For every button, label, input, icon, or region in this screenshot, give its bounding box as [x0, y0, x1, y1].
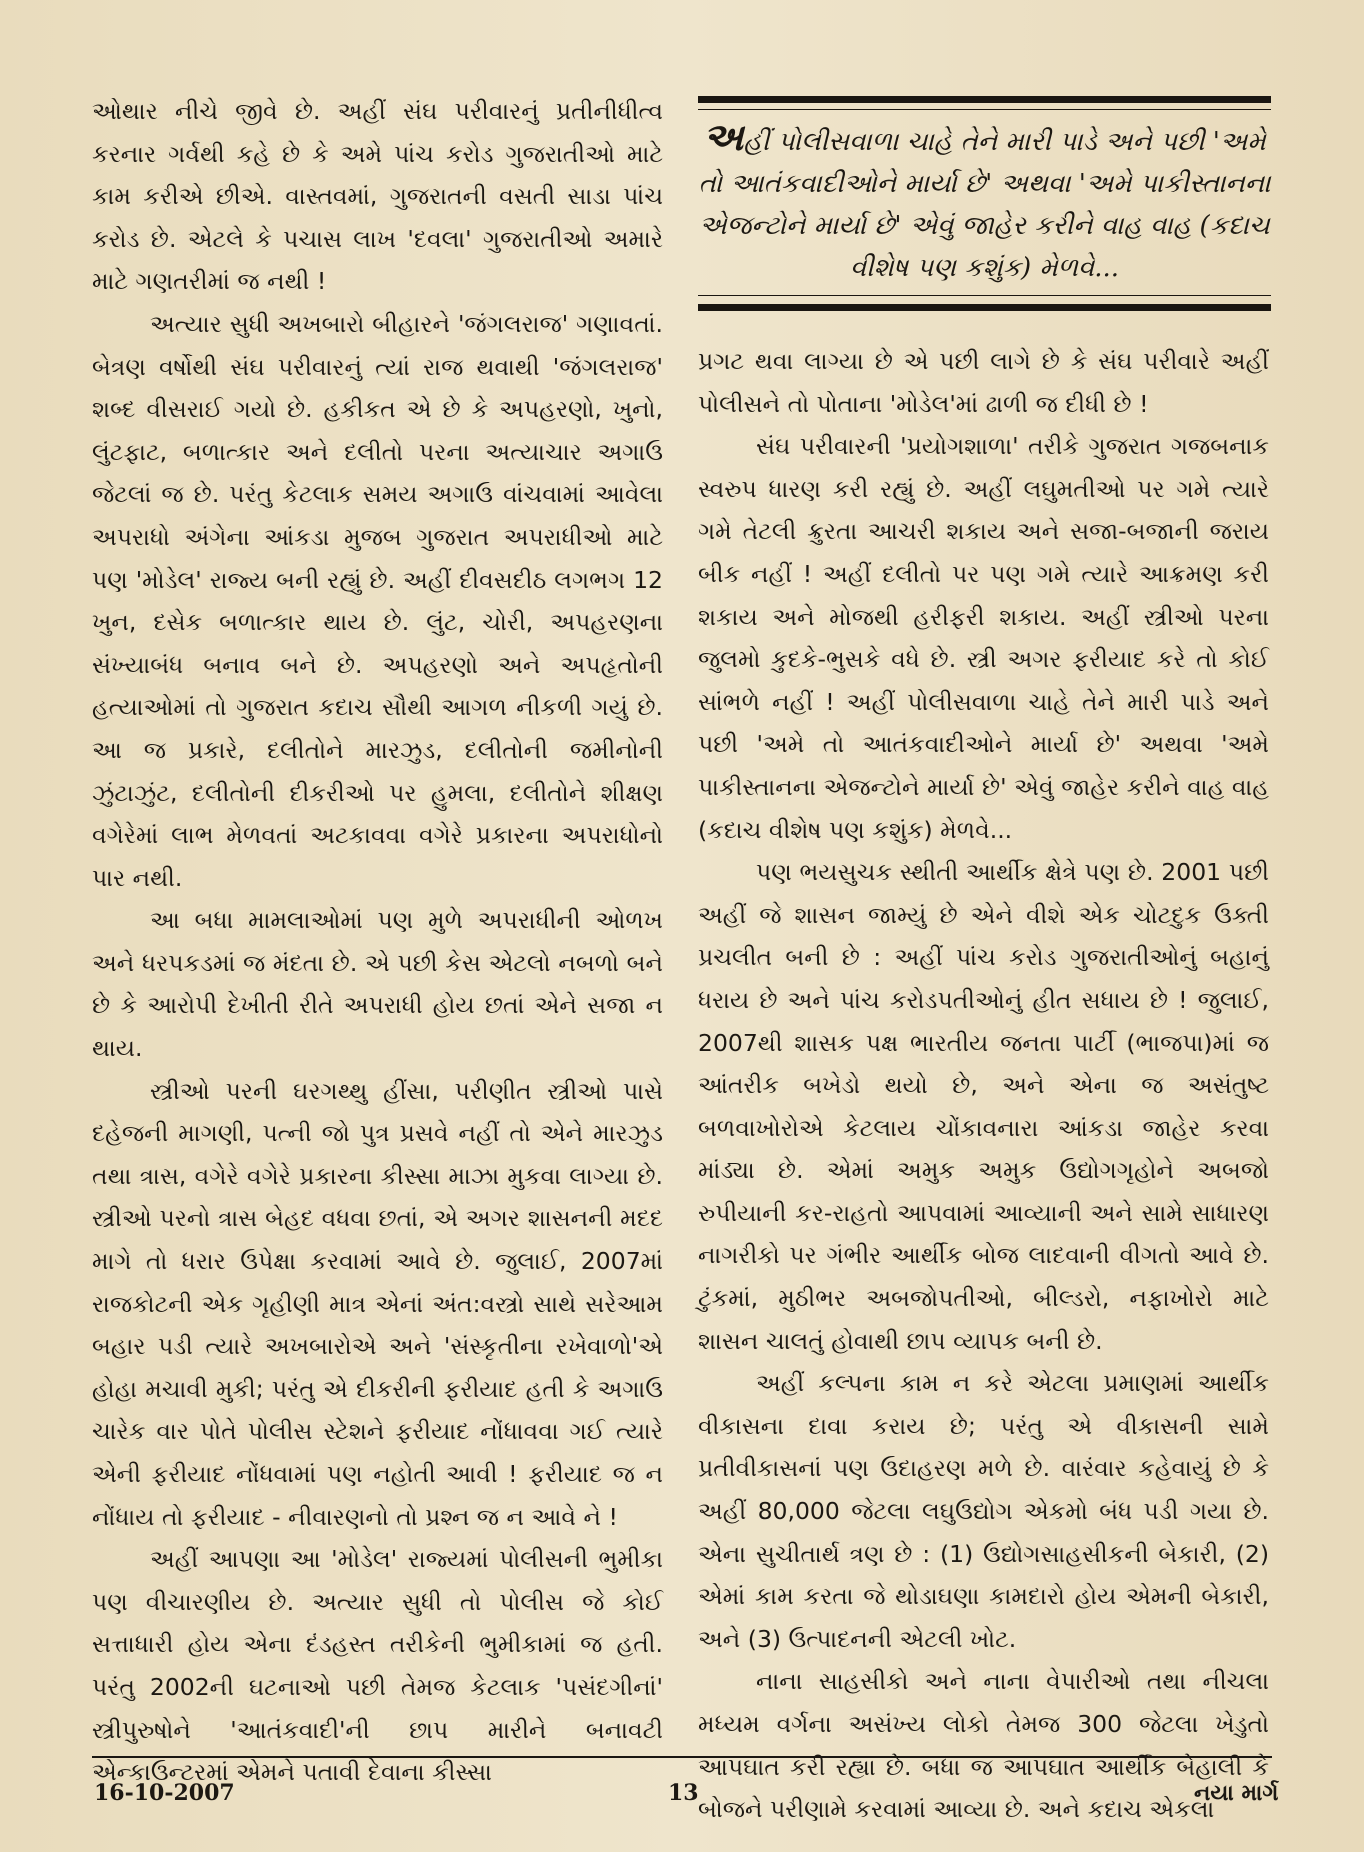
- pull-quote: [698, 96, 1271, 311]
- pull-quote-body: હીં પોલીસવાળા ચાહે તેને મારી પાડે અને પછી 'અમે તો આતંકવાદીઓને માર્યા છે' અથવા 'અમે પાકીસ્તાનના એજન્ટોને માર્યા છે' એવું જાહેર કરીને વાહ વાહ (કદાચ વીશેષ પણ કશુંક) મેળવે...: [698, 127, 1271, 283]
- divider: [698, 109, 1271, 110]
- publication-name: નયા માર્ગ: [1194, 1780, 1279, 1806]
- drop-cap: અ: [703, 114, 744, 159]
- divider: [698, 295, 1271, 296]
- left-column: [92, 90, 663, 1794]
- paragraph: સંઘ પરીવારની 'પ્રયોગશાળા' તરીકે ગુજરાત ગજબનાક સ્વરુપ ધારણ કરી રહ્યું છે. અહીં લઘુમતીઓ પર ગમે ત્યારે ગમે તેટલી ક્રુરતા આચરી શકાય અને સજા-બજાની જરાય બીક નહીં ! અહીં દલીતો પર પણ ગમે ત્યારે આક્રમણ કરી શકાય અને મોજથી હરીફરી શકાય. અહીં સ્ત્રીઓ પરના જુલમો કુદકે-ભુસકે વધે છે. સ્ત્રી અગર ફરીયાદ કરે તો કોઈ સાંભળે નહીં ! અહીં પોલીસવાળા ચાહે તેને મારી પાડે અને પછી 'અમે તો આતંકવાદીઓને માર્યા છે' અથવા 'અમે પાકીસ્તાનના એજન્ટોને માર્યા છે' એવું જાહેર કરીને વાહ વાહ (કદાચ વીશેષ પણ કશુંક) મેળવે...: [698, 432, 1269, 844]
- paragraph: અહીં કલ્પના કામ ન કરે એટલા પ્રમાણમાં આર્થીક વીકાસના દાવા કરાય છે; પરંતુ એ વીકાસની સામે પ્રતીવીકાસનાં પણ ઉદાહરણ મળે છે. વારંવાર કહેવાયું છે કે અહીં 80,000 જેટલા લઘુઉદ્યોગ એકમો બંધ પડી ગયા છે. એના સુચીતાર્થ ત્રણ છે : (1) ઉદ્યોગસાહસીકની બેકારી, (2) એમાં કામ કરતા જે થોડાઘણા કામદારો હોય એમની બેકારી, અને (3) ઉત્પાદનની એટલી ખોટ.: [698, 1369, 1269, 1653]
- paragraph: અહીં આપણા આ 'મોડેલ' રાજ્યમાં પોલીસની ભુમીકા પણ વીચારણીય છે. અત્યાર સુધી તો પોલીસ જે કોઈ સત્તાધારી હોય એના દંડહસ્ત તરીકેની ભુમીકામાં જ હતી. પરંતુ 2002ની ઘટનાઓ પછી તેમજ કેટલાક 'પસંદગીનાં' સ્ત્રીપુરુષોને 'આતંકવાદી'ની છાપ મારીને બનાવટી એન્કાઉન્ટરમાં એમને પતાવી દેવાના કીસ્સા: [92, 1545, 663, 1787]
- paragraph: પણ ભયસુચક સ્થીતી આર્થીક ક્ષેત્રે પણ છે. 2001 પછી અહીં જે શાસન જામ્યું છે એને વીશે એક ચોટદુક ઉક્તી પ્રચલીત બની છે : અહીં પાંચ કરોડ ગુજરાતીઓનું બહાનું ધરાય છે અને પાંચ કરોડપતીઓનું હીત સધાય છે ! જુલાઈ, 2007થી શાસક પક્ષ ભારતીય જનતા પાર્ટી (ભાજપા)માં જ આંતરીક બખેડો થયો છે, અને એના જ અસંતુષ્ટ બળવાખોરોએ કેટલાય ચોંકાવનારા આંકડા જાહેર કરવા માંડ્યા છે. એમાં અમુક અમુક ઉદ્યોગગૃહોને અબજો રુપીયાની કર-રાહતો આપવામાં આવ્યાની અને સામે સાધારણ નાગરીકો પર ગંભીર આર્થીક બોજ લાદવાની વીગતો આવે છે. ટુંકમાં, મુઠીભર અબજોપતીઓ, બીલ્ડરો, નફાખોરો માટે શાસન ચાલતું હોવાથી છાપ વ્યાપક બની છે.: [698, 858, 1269, 1355]
- page-number: 13: [668, 1780, 699, 1806]
- footer-date: 16-10-2007: [94, 1780, 235, 1806]
- right-column: [698, 340, 1269, 1831]
- paragraph: નાના સાહસીકો અને નાના વેપારીઓ તથા નીચલા મધ્યમ વર્ગના અસંખ્ય લોકો તેમજ 300 જેટલા ખેડુતો આપઘાત કરી રહ્યા છે. બધા જ આપઘાત આર્થીક બેહાલી કે બોજને પરીણામે કરવામાં આવ્યા છે. અને કદાચ એકલા: [698, 1667, 1269, 1824]
- pull-quote-text: [698, 116, 1271, 289]
- paragraph: અત્યાર સુધી અખબારો બીહારને 'જંગલરાજ' ગણાવતાં. બેત્રણ વર્ષોથી સંઘ પરીવારનું ત્યાં રાજ થવાથી 'જંગલરાજ' શબ્દ વીસરાઈ ગયો છે. હકીકત એ છે કે અપહરણો, ખુનો, લુંટફાટ, બળાત્કાર અને દલીતો પરના અત્યાચાર અગાઉ જેટલાં જ છે. પરંતુ કેટલાક સમય અગાઉ વાંચવામાં આવેલા અપરાધો અંગેના આંકડા મુજબ ગુજરાત અપરાધીઓ માટે પણ 'મોડેલ' રાજ્ય બની રહ્યું છે. અહીં દીવસદીઠ લગભગ 12 ખુન, દસેક બળાત્કાર થાય છે. લુંટ, ચોરી, અપહરણના સંખ્યાબંધ બનાવ બને છે. અપહરણો અને અપહૃતોની હત્યાઓમાં તો ગુજરાત કદાચ સૌથી આગળ નીકળી ગયું છે. આ જ પ્રકારે, દલીતોને મારઝુડ, દલીતોની જમીનોની ઝુંટાઝુંટ, દલીતોની દીકરીઓ પર હુમલા, દલીતોને શીક્ષણ વગેરેમાં લાભ મેળવતાં અટકાવવા વગેરે પ્રકારના અપરાધોનો પાર નથી.: [92, 309, 663, 892]
- paragraph: સ્ત્રીઓ પરની ઘરગથ્થુ હીંસા, પરીણીત સ્ત્રીઓ પાસે દહેજની માગણી, પત્ની જો પુત્ર પ્રસવે નહીં તો એને મારઝુડ તથા ત્રાસ, વગેરે વગેરે પ્રકારના કીસ્સા માઝા મુકવા લાગ્યા છે. સ્ત્રીઓ પરનો ત્રાસ બેહદ વધવા છતાં, એ અગર શાસનની મદદ માગે તો ધરાર ઉપેક્ષા કરવામાં આવે છે. જુલાઈ, 2007માં રાજકોટની એક ગૃહીણી માત્ર એનાં અંત:વસ્ત્રો સાથે સરેઆમ બહાર પડી ત્યારે અખબારોએ અને 'સંસ્કૃતીના રખેવાળો'એ હોહા મચાવી મુકી; પરંતુ એ દીકરીની ફરીયાદ હતી કે અગાઉ ચારેક વાર પોતે પોલીસ સ્ટેશને ફરીયાદ નોંધાવવા ગઈ ત્યારે એની ફરીયાદ નોંધવામાં પણ નહોતી આવી ! ફરીયાદ જ ન નોંધાય તો ફરીયાદ - નીવારણનો તો પ્રશ્ન જ ન આવે ને !: [92, 1076, 663, 1531]
- paragraph: આ બધા મામલાઓમાં પણ મુળે અપરાધીની ઓળખ અને ધરપકડમાં જ મંદતા છે. એ પછી કેસ એટલો નબળો બને છે કે આરોપી દેખીતી રીતે અપરાધી હોય છતાં એને સજા ન થાય.: [92, 906, 663, 1063]
- paragraph: ઓથાર નીચે જીવે છે. અહીં સંઘ પરીવારનું પ્રતીનીધીત્વ કરનાર ગર્વથી કહે છે કે અમે પાંચ કરોડ ગુજરાતીઓ માટે કામ કરીએ છીએ. વાસ્તવમાં, ગુજરાતની વસતી સાડા પાંચ કરોડ છે. એટલે કે પચાસ લાખ 'દવલા' ગુજરાતીઓ અમારે માટે ગણતરીમાં જ નથી !: [92, 97, 663, 296]
- footer-divider: [92, 1756, 1272, 1758]
- paragraph: પ્રગટ થવા લાગ્યા છે એ પછી લાગે છે કે સંઘ પરીવારે અહીં પોલીસને તો પોતાના 'મોડેલ'માં ઢાળી જ દીધી છે !: [698, 347, 1269, 418]
